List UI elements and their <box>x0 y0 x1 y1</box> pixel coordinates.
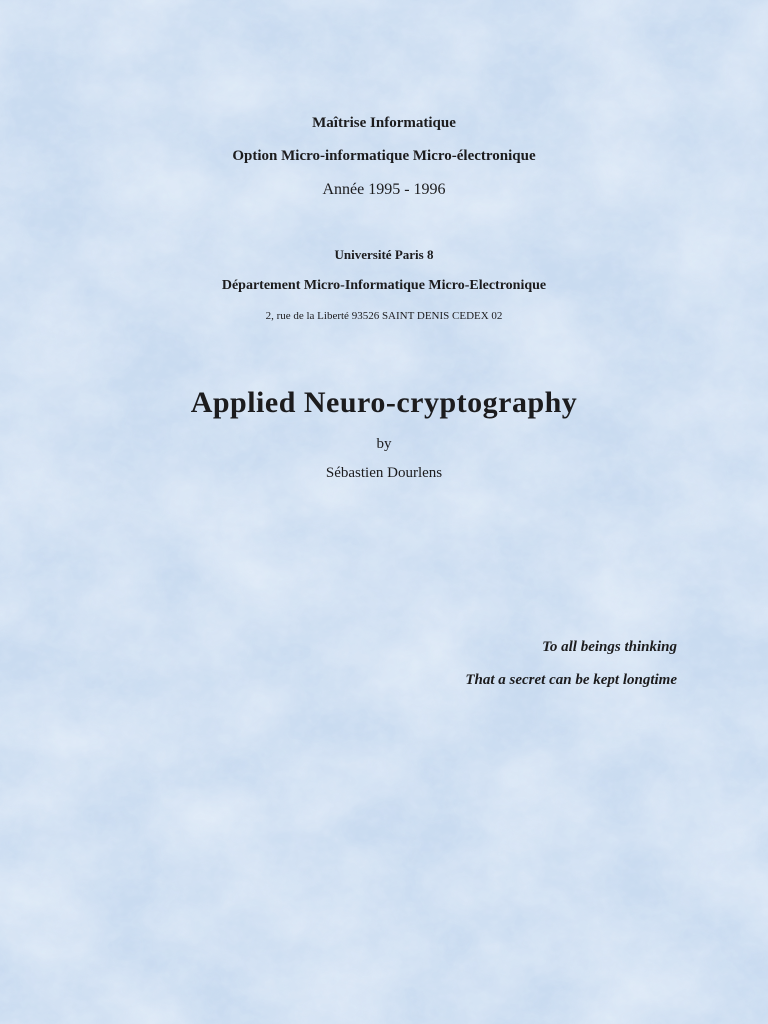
university-name: Université Paris 8 <box>334 247 434 262</box>
department-name: Département Micro-Informatique Micro-Electronique <box>221 278 547 293</box>
institution-address: 2, rue de la Liberté 93526 SAINT DENIS CEDEX 02 <box>265 310 503 322</box>
author-name: Sébastien Dourlens <box>325 465 443 481</box>
academic-year: Année 1995 - 1996 <box>322 181 446 198</box>
document-title: Applied Neuro-cryptography <box>190 386 578 419</box>
program-name: Maîtrise Informatique <box>312 115 456 131</box>
byline-label: by <box>376 436 392 452</box>
dedication-line-1: To all beings thinking <box>542 639 677 655</box>
dedication-line-2: That a secret can be kept longtime <box>465 672 677 688</box>
program-option: Option Micro-informatique Micro-électronique <box>232 148 536 164</box>
